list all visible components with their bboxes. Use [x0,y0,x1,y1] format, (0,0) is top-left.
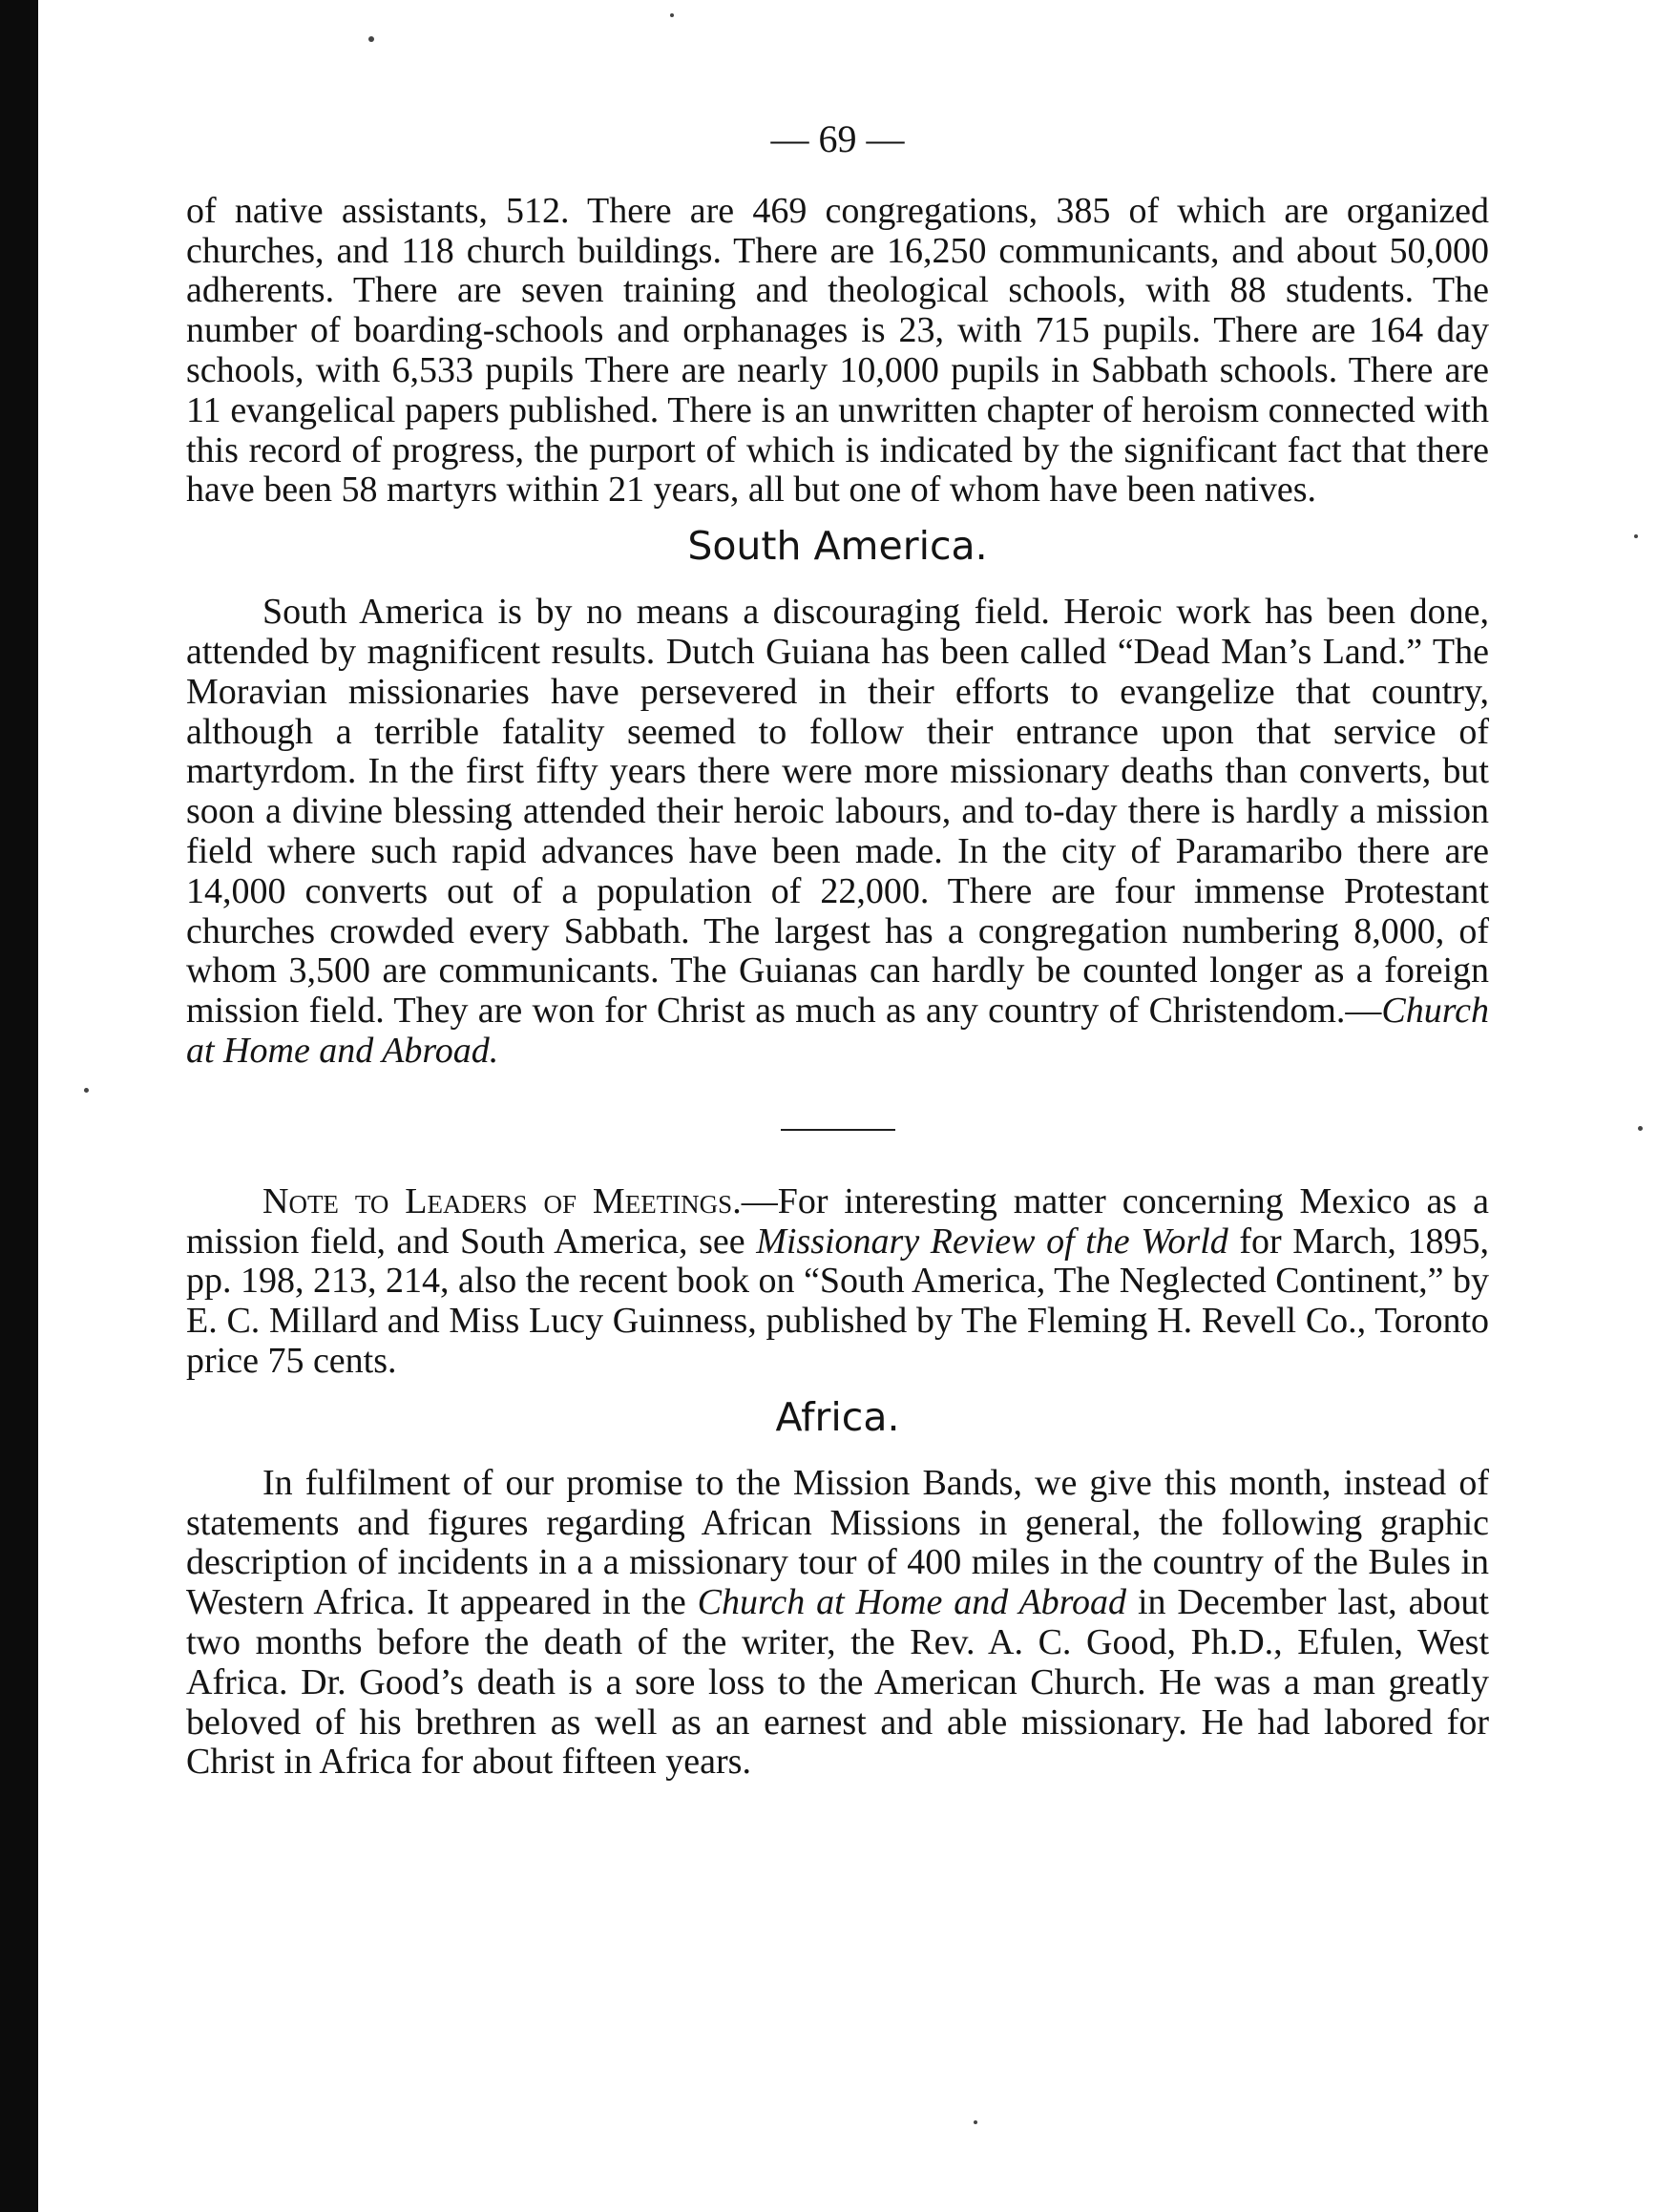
scan-speck [1638,1126,1643,1131]
note-text-1: —For interesting matter concerning Mexico as a mission field, and South America, see [186,1180,1489,1262]
south-america-text: South America is by no means a discouraging field. Heroic work has been done, attended by magnificent results. Dutch Guiana has been called “Dead Man’s Land.” The Moravian missionaries have persevered in their efforts to evangelize that country, although a terrible fatality seemed to follow their entrance upon that service of martyrdom. In the first fifty years there were more missionary deaths than converts, but soon a divine blessing attended their heroic labours, and to-day there is hardly a mission field where such rapid advances have been made. In the city of Paramaribo there are 14,000 converts out of a population of 22,000. There are four immense Protestant churches crowded every Sabbath. The largest has a congregation numbering 8,000, of whom 3,500 are communicants. The Guianas can hardly be counted longer as a foreign mission field. They are won for Christ as much as any country of Christendom.— [186,592,1489,1032]
africa-text-2: in December last, about two months before the death of the writer, the Rev. A. C. Good, Ph.D., Efulen, West Africa. Dr. Good’s death is a sore loss to the American Church. He was a man greatly beloved of his brethren as well as an earnest and able missionary. He had labored for Christ in Africa for about fifteen years. [186,1582,1489,1783]
africa-paragraph [186,1464,1489,1783]
south-america-paragraph [186,593,1489,1072]
south-america-source: Church at Home and Abroad. [186,991,1489,1071]
note-text-2: for March, 1895, pp. 198, 213, 214, also the recent book on “South America, The Neglected Continent,” by E. C. Millard and Miss Lucy Guinness, published by The Fleming H. Revell Co., Toronto price 75 cents. [186,1221,1490,1381]
note-label: Note to Leaders of Meetings. [262,1180,742,1221]
note-source: Missionary Review of the World [756,1221,1228,1262]
page-content [186,119,1489,1783]
scan-speck [368,36,374,42]
scan-speck [974,2120,977,2124]
section-heading-africa: Africa. [775,1393,900,1440]
africa-source: Church at Home and Abroad [697,1582,1127,1623]
page-number: — 69 — [770,117,905,160]
scan-speck [670,13,674,17]
intro-paragraph: of native assistants, 512. There are 469 congregations, 385 of which are organized churches, and 118 church buildings. There are 16,250 communicants, and about 50,000 adherents. There are seven training and theological schools, with 88 students. The number of boarding-schools and orphanages is 23, with 715 pupils. There are 164 day schools, with 6,533 pupils There are nearly 10,000 pupils in Sabbath schools. There are 11 evangelical papers published. There is an unwritten chapter of heroism connected with this record of progress, the purport of which is indicated by the significant fact that there have been 58 martyrs within 21 years, all but one of whom have been natives. [186,190,1489,511]
africa-text-1: In fulfilment of our promise to the Mission Bands, we give this month, instead of statements and figures regarding African Missions in general, the following graphic description of incidents in a a missionary tour of 400 miles in the country of the Bules in Western Africa. It appeared in the [186,1462,1489,1623]
section-divider [781,1129,895,1131]
note-paragraph [186,1182,1489,1382]
section-heading-south-america: South America. [687,523,988,570]
page-binding-edge [0,0,38,2212]
scan-speck [84,1088,89,1093]
scan-speck [1634,534,1638,538]
